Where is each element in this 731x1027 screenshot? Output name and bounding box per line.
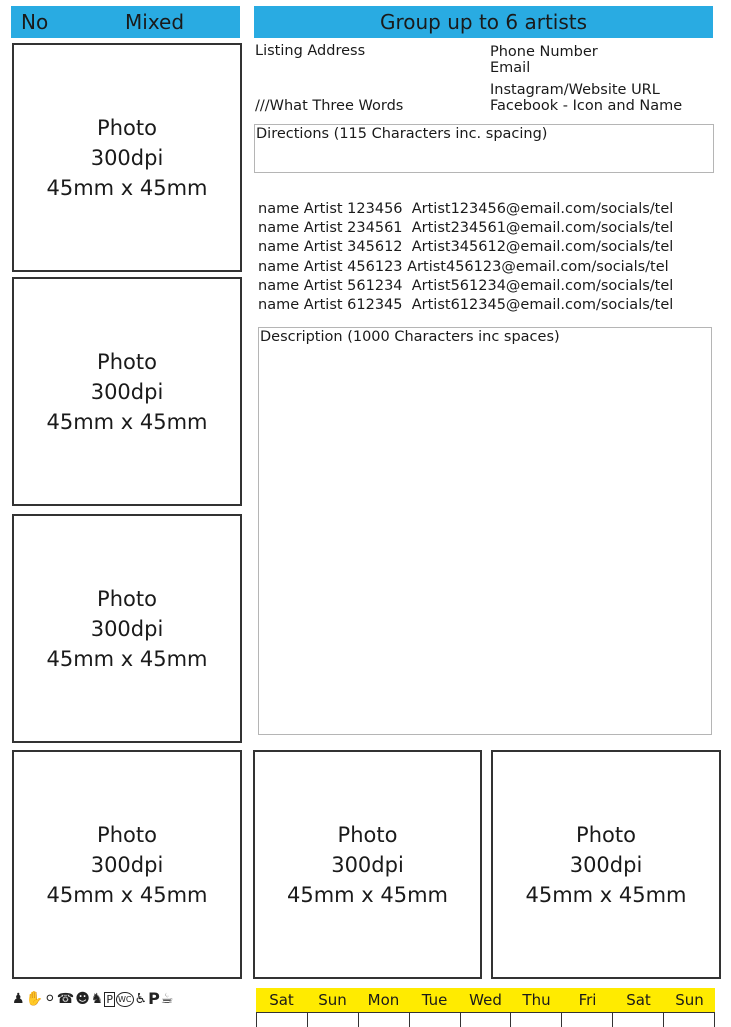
day-cell[interactable] bbox=[460, 1013, 511, 1027]
facility-icons bbox=[12, 988, 240, 1010]
day-cell[interactable] bbox=[307, 1013, 358, 1027]
photo-size: 45mm x 45mm bbox=[46, 882, 208, 907]
photo-label: Photo bbox=[97, 586, 157, 611]
photo-label: Photo bbox=[576, 822, 636, 847]
day-label: Thu bbox=[522, 991, 551, 1009]
photo-placeholder-5[interactable] bbox=[253, 750, 482, 979]
list-item: name Artist 456123 Artist456123@email.com/socials/tel bbox=[258, 258, 669, 275]
day-cell[interactable] bbox=[409, 1013, 460, 1027]
photo-label: Photo bbox=[97, 115, 157, 140]
photo-resolution: 300dpi bbox=[90, 145, 164, 170]
toilet-icon: WC bbox=[116, 992, 134, 1007]
day-cell[interactable] bbox=[561, 1013, 612, 1027]
photo-label: Photo bbox=[337, 822, 398, 847]
day-label: Sun bbox=[318, 991, 347, 1009]
photo-resolution: 300dpi bbox=[90, 379, 164, 404]
listing-address: Listing Address bbox=[255, 43, 366, 59]
day-label: Wed bbox=[469, 991, 502, 1009]
list-item: name Artist 123456 Artist123456@email.com/socials/tel bbox=[258, 201, 674, 217]
no-label: No bbox=[21, 10, 49, 34]
list-item: name Artist 345612 Artist345612@email.com/socials/tel bbox=[258, 239, 674, 256]
day-label: Fri bbox=[578, 991, 597, 1009]
photo-label: Photo bbox=[97, 822, 157, 847]
day-cell[interactable] bbox=[358, 1013, 409, 1027]
photo-resolution: 300dpi bbox=[90, 852, 164, 877]
accessible-parking-icon: P bbox=[148, 989, 160, 1008]
what-three-words: ///What Three Words bbox=[255, 98, 404, 114]
photo-size: 45mm x 45mm bbox=[525, 882, 687, 907]
day-label: Sat bbox=[269, 991, 294, 1009]
photo-placeholder-4[interactable] bbox=[12, 750, 242, 979]
photo-size: 45mm x 45mm bbox=[46, 409, 208, 434]
directions-label: Directions (115 Characters inc. spacing) bbox=[256, 126, 548, 142]
day-cell[interactable] bbox=[256, 1013, 307, 1027]
day-label: Sun bbox=[675, 991, 704, 1009]
description-label: Description (1000 Characters inc spaces) bbox=[260, 329, 560, 345]
list-item: name Artist 612345 Artist612345@email.com/socials/tel bbox=[258, 297, 674, 314]
signing-icon: ✋ bbox=[25, 991, 43, 1007]
page-title: Group up to 6 artists bbox=[379, 10, 588, 34]
day-label: Mon bbox=[367, 991, 400, 1009]
opening-days-cells bbox=[256, 1012, 715, 1027]
photo-placeholder-1[interactable] bbox=[12, 43, 242, 272]
list-item: name Artist 561234 Artist561234@email.com/socials/tel bbox=[258, 277, 674, 294]
dog-walk-icon: ♞ bbox=[90, 991, 104, 1007]
day-cell[interactable] bbox=[510, 1013, 561, 1027]
hearing-loop-icon: ⚪ bbox=[44, 991, 56, 1007]
photo-placeholder-3[interactable] bbox=[12, 514, 242, 743]
photo-resolution: 300dpi bbox=[569, 852, 643, 877]
photo-label: Photo bbox=[97, 349, 157, 374]
list-item: name Artist 234561 Artist234561@email.com/socials/tel bbox=[258, 220, 674, 237]
description-field[interactable] bbox=[258, 327, 712, 735]
day-cell[interactable] bbox=[663, 1013, 715, 1027]
photo-size: 45mm x 45mm bbox=[286, 882, 449, 907]
talking-icon: ☎ bbox=[56, 991, 75, 1007]
photo-resolution: 300dpi bbox=[331, 852, 404, 877]
dogs-icon: ♟ bbox=[12, 991, 25, 1007]
wheelchair-icon: ♿ bbox=[134, 991, 148, 1007]
photo-resolution: 300dpi bbox=[90, 616, 164, 641]
day-cell[interactable] bbox=[612, 1013, 663, 1027]
website-url: Instagram/Website URL bbox=[490, 82, 660, 98]
day-label: Sat bbox=[626, 991, 651, 1009]
facebook-label: Facebook - Icon and Name bbox=[490, 98, 683, 114]
header-title-bar bbox=[254, 6, 713, 38]
day-label: Tue bbox=[421, 991, 448, 1009]
photo-placeholder-2[interactable] bbox=[12, 277, 242, 506]
parking-icon: P bbox=[106, 992, 113, 1006]
cafe-icon: ☕ bbox=[160, 991, 174, 1007]
phone-number: Phone Number bbox=[490, 44, 598, 60]
family-icon: ☻ bbox=[75, 991, 90, 1007]
photo-placeholder-6[interactable] bbox=[491, 750, 721, 979]
photo-size: 45mm x 45mm bbox=[46, 646, 208, 671]
artist-list bbox=[258, 200, 673, 315]
email-label: Email bbox=[490, 60, 531, 76]
directions-field[interactable] bbox=[254, 124, 714, 173]
header-left-bar bbox=[11, 6, 240, 38]
mixed-label: Mixed bbox=[125, 10, 185, 34]
photo-size: 45mm x 45mm bbox=[46, 175, 208, 200]
opening-days-header bbox=[256, 988, 715, 1012]
